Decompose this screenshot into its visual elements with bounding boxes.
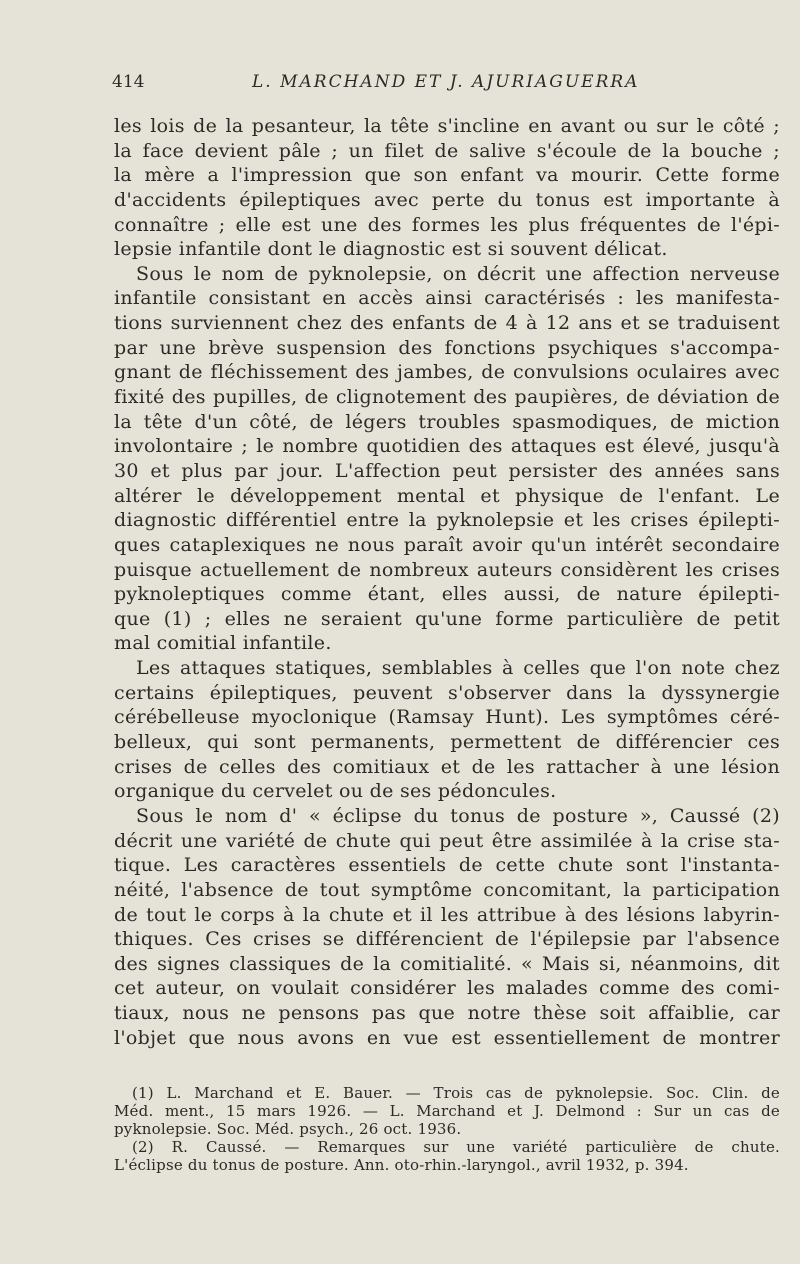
text-line: ques cataplexiques ne nous paraît avoir qu'un intérêt secondaire — [114, 533, 780, 556]
text-line: fixité des pupilles, de clignotement des paupières, de déviation de — [114, 386, 780, 409]
text-line: crises de celles des comitiaux et de les rattacher à une lésion — [114, 755, 780, 778]
text-line: certains épileptiques, peuvent s'observer dans la dyssynergie — [114, 681, 780, 704]
footnote-line: (2) R. Caussé. — Remarques sur une variété particulière de chute. — [132, 1138, 780, 1156]
text-line: diagnostic différentiel entre la pyknolepsie et les crises épilepti- — [114, 509, 780, 532]
text-line: connaître ; elle est une des formes les plus fréquentes de l'épi- — [114, 213, 780, 236]
text-line: d'accidents épileptiques avec perte du tonus est importante à — [114, 188, 780, 211]
text-line: altérer le développement mental et physique de l'enfant. Le — [114, 484, 780, 507]
text-line: la tête d'un côté, de légers troubles spasmodiques, de miction — [114, 410, 780, 433]
text-line: infantile consistant en accès ainsi caractérisés : les manifesta- — [114, 287, 780, 310]
text-line: des signes classiques de la comitialité. « Mais si, néanmoins, dit — [114, 952, 780, 975]
footnote-line: pyknolepsie. Soc. Méd. psych., 26 oct. 1936. — [114, 1120, 462, 1138]
text-line: néité, l'absence de tout symptôme concomitant, la participation — [114, 878, 780, 901]
text-line: décrit une variété de chute qui peut être assimilée à la crise sta- — [114, 829, 780, 852]
text-line: gnant de fléchissement des jambes, de convulsions oculaires avec — [114, 361, 780, 384]
footnote-line: (1) L. Marchand et E. Bauer. — Trois cas de pyknolepsie. Soc. Clin. de — [132, 1084, 780, 1102]
text-line: la mère a l'impression que son enfant va mourir. Cette forme — [114, 164, 780, 187]
text-line: thiques. Ces crises se différencient de l'épilepsie par l'absence — [114, 928, 780, 951]
footnote-line: Méd. ment., 15 mars 1926. — L. Marchand et J. Delmond : Sur un cas de — [114, 1102, 780, 1120]
body-text — [114, 114, 780, 1050]
text-line: cet auteur, on voulait considérer les malades comme des comi- — [114, 977, 780, 1000]
text-line: que (1) ; elles ne seraient qu'une forme particulière de petit — [114, 607, 780, 630]
text-line: lepsie infantile dont le diagnostic est si souvent délicat. — [114, 238, 668, 261]
text-line: Sous le nom de pyknolepsie, on décrit une affection nerveuse — [136, 262, 780, 285]
text-line: par une brève suspension des fonctions psychiques s'accompa- — [114, 336, 780, 359]
page-header — [112, 72, 782, 96]
text-line: les lois de la pesanteur, la tête s'incline en avant ou sur le côté ; — [114, 115, 780, 137]
footnote-line: L'éclipse du tonus de posture. Ann. oto-rhin.-laryngol., avril 1932, p. 394. — [114, 1156, 689, 1174]
text-line: Les attaques statiques, semblables à celles que l'on note chez — [136, 657, 780, 680]
text-line: cérébelleuse myoclonique (Ramsay Hunt). Les symptômes céré- — [114, 706, 780, 729]
text-line: belleux, qui sont permanents, permettent de différencier ces — [114, 731, 780, 754]
text-line: tions surviennent chez des enfants de 4 à 12 ans et se traduisent — [114, 312, 780, 335]
page-number: 414 — [112, 72, 145, 92]
text-line: involontaire ; le nombre quotidien des attaques est élevé, jusqu'à — [114, 435, 780, 458]
text-line: tique. Les caractères essentiels de cette chute sont l'instanta- — [114, 854, 780, 877]
text-line: tiaux, nous ne pensons pas que notre thèse soit affaiblie, car — [114, 1002, 780, 1025]
text-line: pyknoleptiques comme étant, elles aussi, de nature épilepti- — [114, 583, 780, 606]
text-line: l'objet que nous avons en vue est essentiellement de montrer — [114, 1026, 780, 1049]
text-line: de tout le corps à la chute et il les attribue à des lésions labyrin- — [114, 903, 780, 926]
text-line: 30 et plus par jour. L'affection peut persister des années sans — [114, 459, 780, 482]
text-line: mal comitial infantile. — [114, 632, 332, 655]
running-title: L. MARCHAND ET J. AJURIAGUERRA — [252, 72, 640, 92]
text-line: Sous le nom d' « éclipse du tonus de posture », Caussé (2) — [136, 804, 780, 827]
footnotes — [114, 1084, 780, 1174]
text-line: la face devient pâle ; un filet de salive s'écoule de la bouche ; — [114, 139, 780, 162]
text-line: organique du cervelet ou de ses pédoncules. — [114, 780, 557, 803]
text-line: puisque actuellement de nombreux auteurs considèrent les crises — [114, 558, 780, 581]
